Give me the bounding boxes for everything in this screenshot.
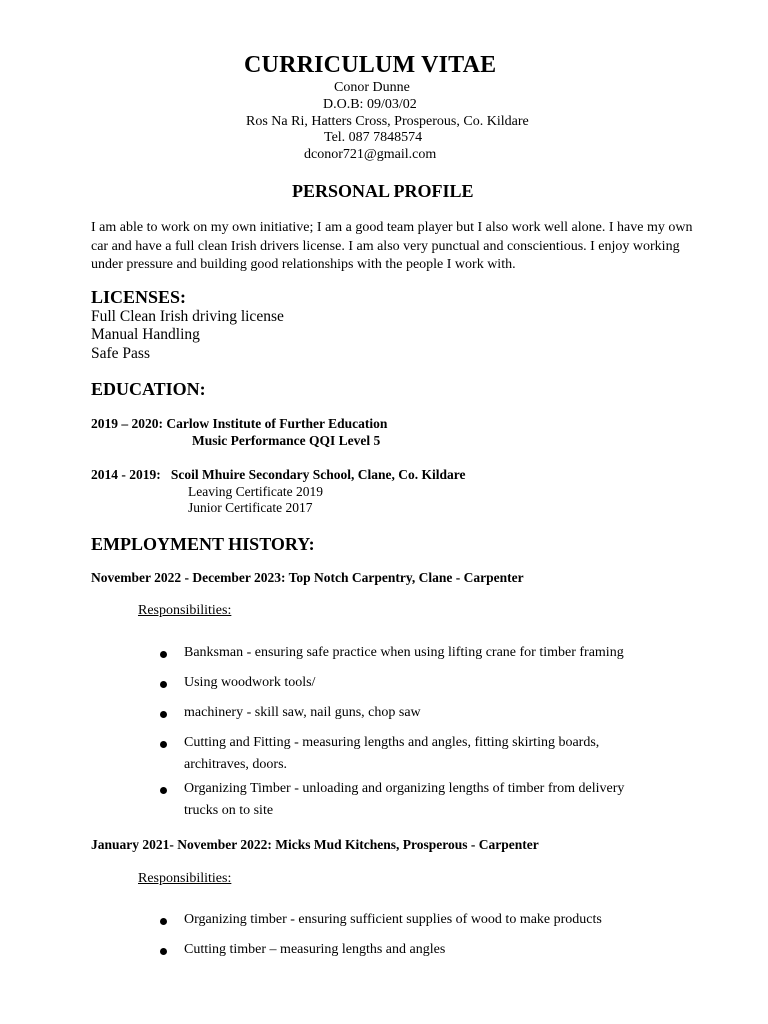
responsibility-item-continued: trucks on to site (184, 803, 274, 818)
bullet-icon (160, 787, 167, 794)
employment-history-heading: EMPLOYMENT HISTORY: (91, 534, 315, 554)
responsibilities-label: Responsibilities: (138, 603, 232, 618)
bullet-icon (160, 681, 167, 688)
bullet-icon (160, 651, 167, 658)
job-title: November 2022 - December 2023: Top Notch Carpentry, Clane - Carpenter (91, 570, 524, 585)
licenses-heading: LICENSES: (91, 287, 187, 307)
bullet-icon (160, 741, 167, 748)
responsibility-item: machinery - skill saw, nail guns, chop saw (184, 705, 421, 720)
bullet-icon (160, 918, 167, 925)
phone-number: Tel. 087 7848574 (324, 130, 423, 145)
responsibility-item: Cutting timber – measuring lengths and angles (184, 942, 446, 957)
license-item: Manual Handling (91, 326, 200, 343)
address: Ros Na Ri, Hatters Cross, Prosperous, Co. Kildare (246, 114, 529, 129)
job-title: January 2021- November 2022: Micks Mud Kitchens, Prosperous - Carpenter (91, 837, 539, 852)
date-of-birth: D.O.B: 09/03/02 (323, 97, 417, 112)
education-entry-title: 2019 – 2020: Carlow Institute of Further Education (91, 416, 388, 431)
license-item: Safe Pass (91, 345, 150, 362)
responsibility-item: Using woodwork tools/ (184, 675, 316, 690)
education-entry-detail: Junior Certificate 2017 (188, 500, 313, 515)
education-entry-detail: Leaving Certificate 2019 (188, 484, 323, 499)
license-item: Full Clean Irish driving license (91, 308, 284, 325)
responsibility-item-continued: architraves, doors. (184, 757, 288, 772)
bullet-icon (160, 711, 167, 718)
responsibility-item: Cutting and Fitting - measuring lengths and angles, fitting skirting boards, (184, 735, 600, 750)
responsibility-item: Organizing Timber - unloading and organizing lengths of timber from delivery (184, 781, 625, 796)
education-entry-detail: Music Performance QQI Level 5 (192, 433, 381, 448)
email-address: dconor721@gmail.com (304, 147, 437, 162)
bullet-icon (160, 948, 167, 955)
personal-profile-heading: PERSONAL PROFILE (292, 181, 474, 201)
responsibilities-label: Responsibilities: (138, 871, 232, 886)
education-entry-title: 2014 - 2019: Scoil Mhuire Secondary School, Clane, Co. Kildare (91, 467, 466, 482)
responsibility-item: Banksman - ensuring safe practice when using lifting crane for timber framing (184, 645, 624, 660)
education-heading: EDUCATION: (91, 379, 206, 399)
personal-profile-text: I am able to work on my own initiative; I am a good team player but I also work well alone. I have my own car and have a full clean Irish drivers license. I am also very punctual and conscientious. I enjoy working under pressure and building good relationships with the people I work with. (91, 220, 693, 272)
candidate-name: Conor Dunne (334, 80, 410, 95)
document-title: CURRICULUM VITAE (244, 52, 497, 78)
responsibility-item: Organizing timber - ensuring sufficient supplies of wood to make products (184, 912, 602, 927)
